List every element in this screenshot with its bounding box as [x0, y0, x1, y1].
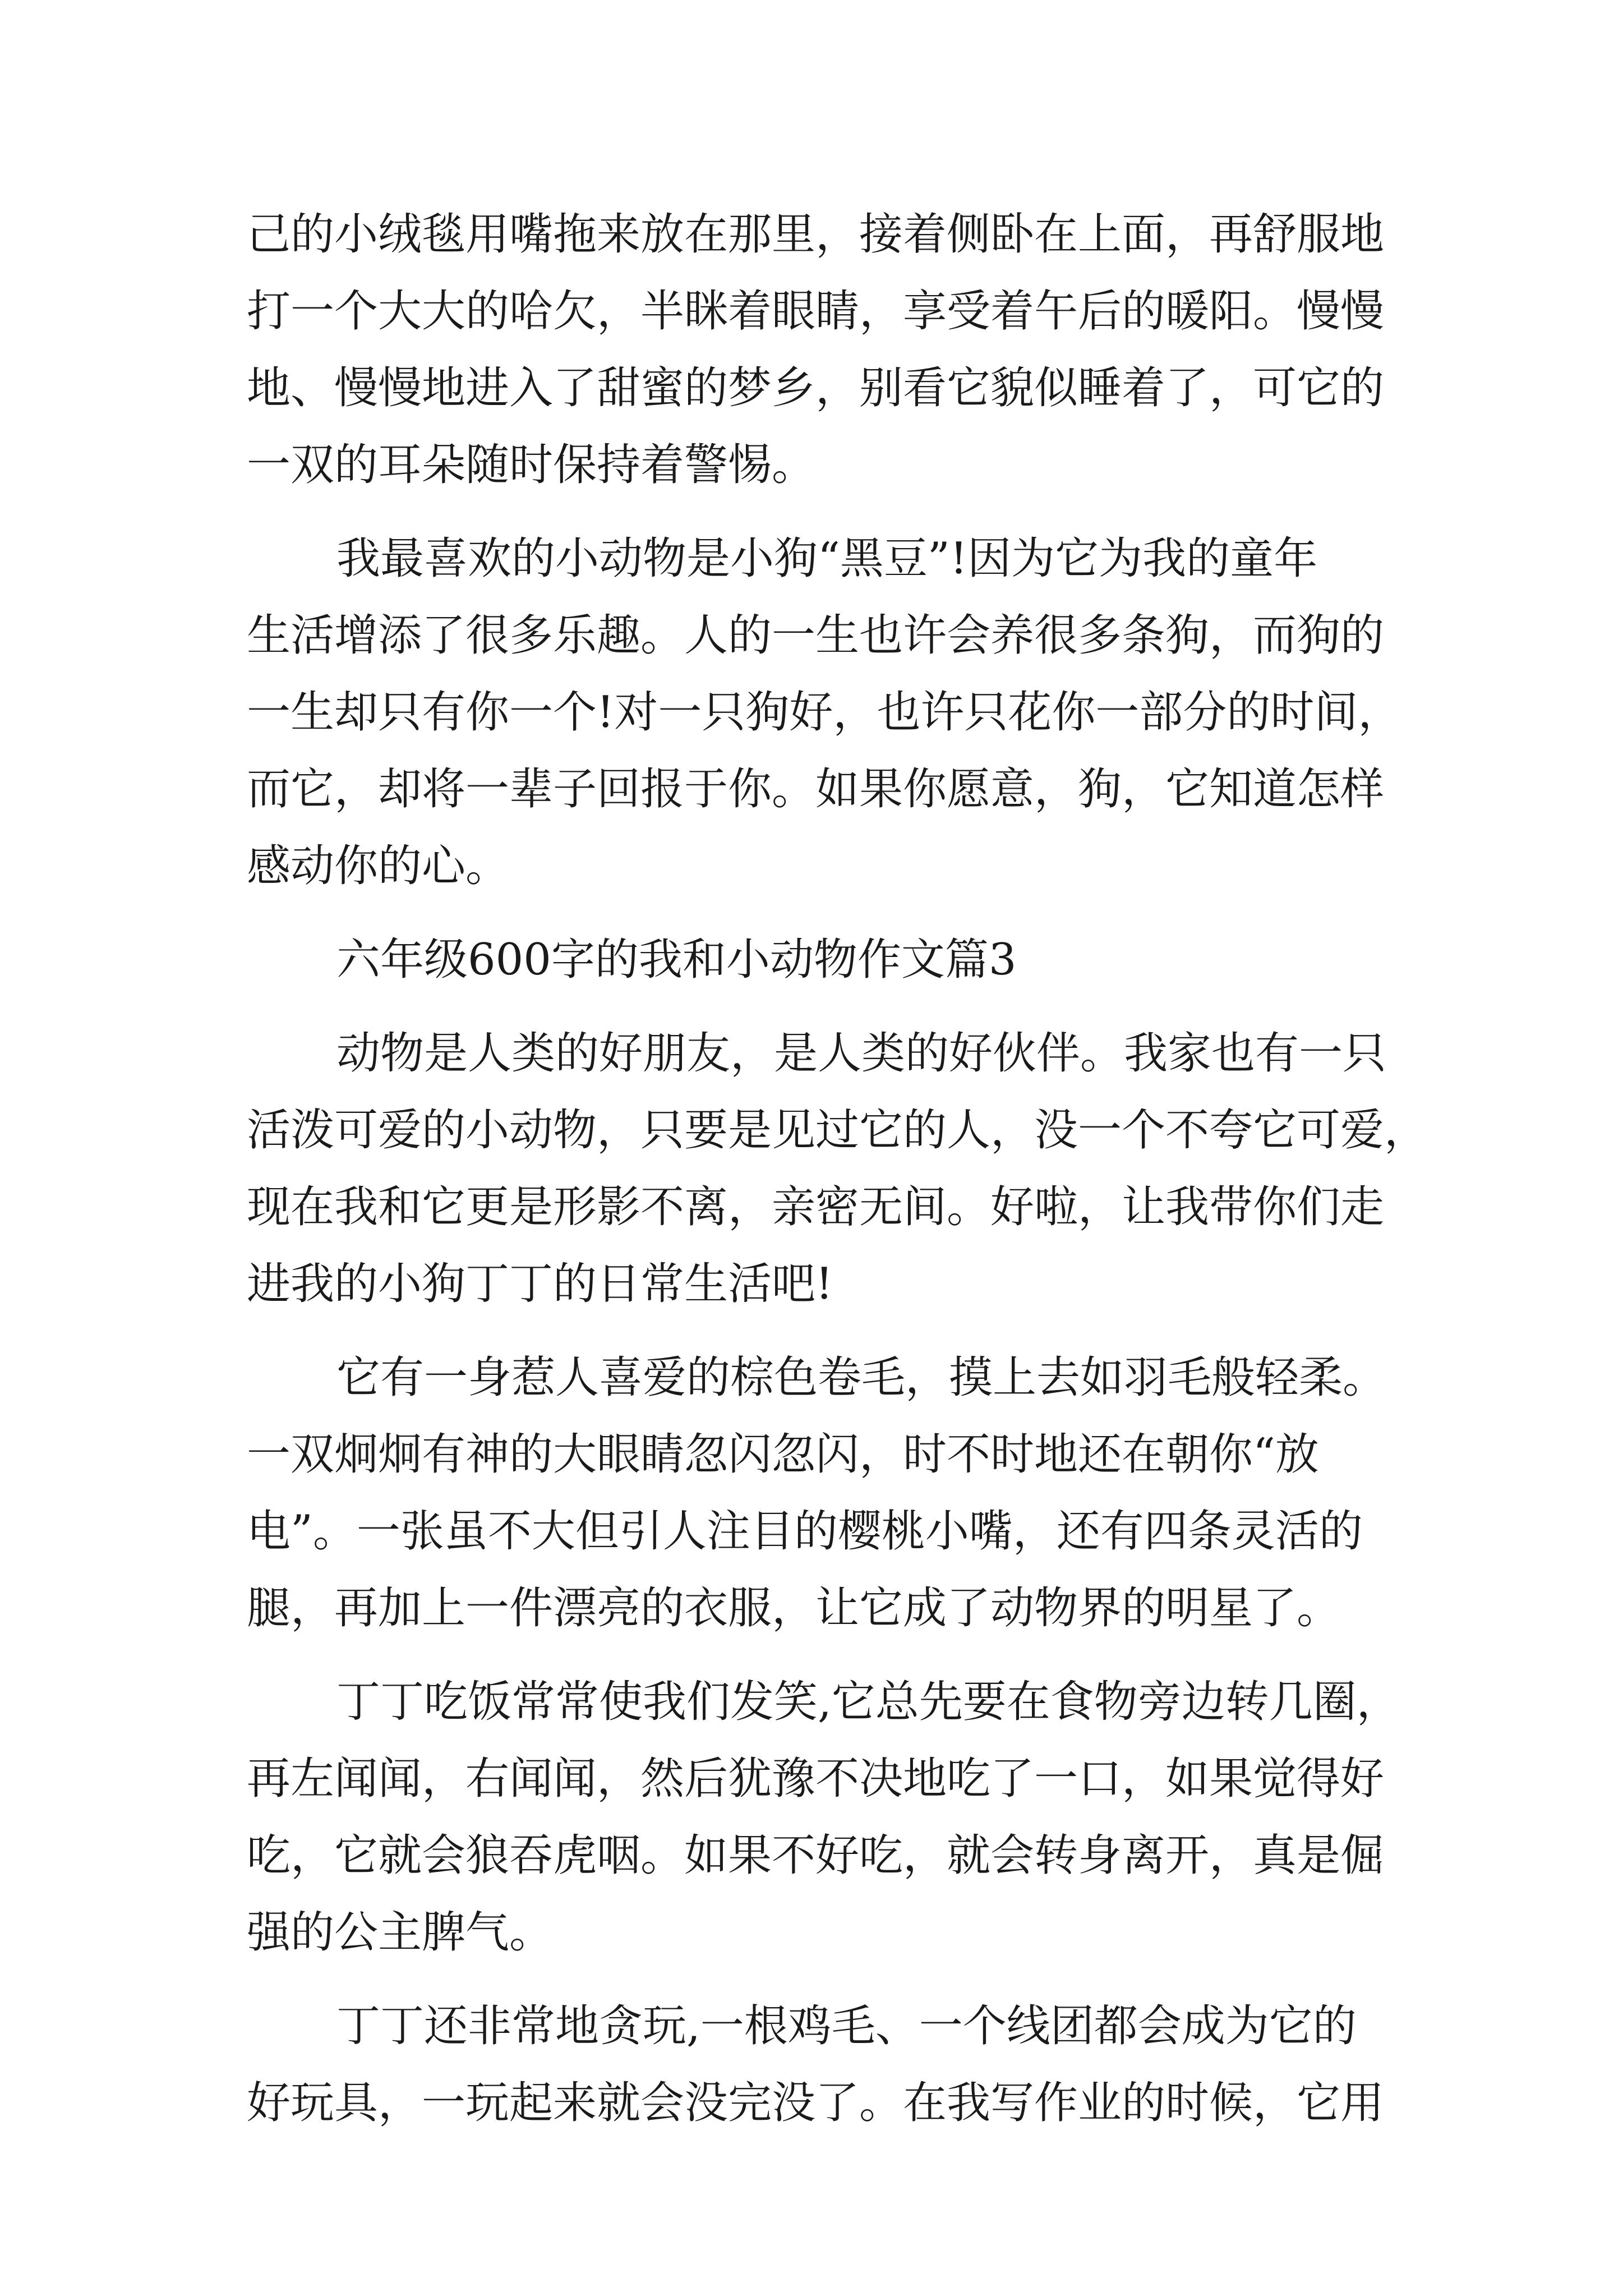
essay-body: [247, 196, 1428, 2142]
paragraph: [247, 1988, 1391, 2142]
text-line: 生活增添了很多乐趣。人的一生也许会养很多条狗，而狗的: [247, 610, 1385, 661]
paragraph-gap: [247, 999, 1391, 1015]
text-line: 进我的小狗丁丁的日常生活吧!: [247, 1259, 833, 1309]
paragraph: [247, 521, 1402, 905]
text-line: 再左闻闻，右闻闻，然后犹豫不决地吃了一口，如果觉得好: [247, 1754, 1385, 1804]
text-line: 一双的耳朵随时保持着警惕。: [247, 440, 816, 490]
text-line: 现在我和它更是形影不离，亲密无间。好啦，让我带你们走: [247, 1182, 1385, 1232]
paragraph: [247, 1340, 1391, 1647]
text-line: 腿，再加上一件漂亮的衣服，让它成了动物界的明星了。: [247, 1583, 1341, 1634]
text-line: 强的公主脾气。: [247, 1907, 554, 1958]
text-line: 动物是人类的好朋友，是人类的好伙伴。我家也有一只: [336, 1028, 1387, 1079]
text-line: 打一个大大的哈欠，半眯着眼睛，享受着午后的暖阳。慢慢: [247, 286, 1385, 337]
text-line: 活泼可爱的小动物，只要是见过它的人，没一个不夸它可爱，: [247, 1105, 1428, 1156]
text-line: 我最喜欢的小动物是小狗“黑豆”!因为它为我的童年: [336, 533, 1318, 584]
text-line: 丁丁还非常地贪玩,一根鸡毛、一个线团都会成为它的: [336, 2001, 1357, 2051]
text-line: 它有一身惹人喜爱的棕色卷毛，摸上去如羽毛般轻柔。: [336, 1352, 1387, 1403]
paragraph: [247, 1015, 1428, 1323]
paragraph: [247, 1664, 1400, 1971]
paragraph-gap: [247, 1323, 1391, 1340]
text-line: 而它，却将一辈子回报于你。如果你愿意，狗，它知道怎样: [247, 764, 1385, 815]
paragraph-gap: [247, 504, 1391, 521]
text-line: 感动你的心。: [247, 841, 510, 891]
text-line: 好玩具，一玩起来就会没完没了。在我写作业的时候，它用: [247, 2078, 1385, 2128]
text-line: 电”。一张虽不大但引人注目的樱桃小嘴，还有四条灵活的: [247, 1506, 1363, 1557]
text-line: 吃，它就会狼吞虎咽。如果不好吃，就会转身离开，真是倔: [247, 1830, 1385, 1881]
paragraph-gap: [247, 1971, 1391, 1988]
paragraph-gap: [247, 1647, 1391, 1664]
text-line: 一双炯炯有神的大眼睛忽闪忽闪，时不时地还在朝你“放: [247, 1429, 1319, 1480]
text-line: 己的小绒毯用嘴拖来放在那里，接着侧卧在上面，再舒服地: [247, 209, 1385, 260]
text-line: 六年级600字的我和小动物作文篇3: [336, 935, 1017, 985]
paragraph: [247, 196, 1391, 504]
paragraph-gap: [247, 905, 1391, 922]
text-line: 地、慢慢地进入了甜蜜的梦乡，别看它貌似睡着了，可它的: [247, 363, 1385, 413]
text-line: 一生却只有你一个!对一只狗好，也许只花你一部分的时间，: [247, 687, 1402, 738]
paragraph: [247, 922, 1391, 999]
text-line: 丁丁吃饭常常使我们发笑,它总先要在食物旁边转几圈，: [336, 1677, 1400, 1727]
